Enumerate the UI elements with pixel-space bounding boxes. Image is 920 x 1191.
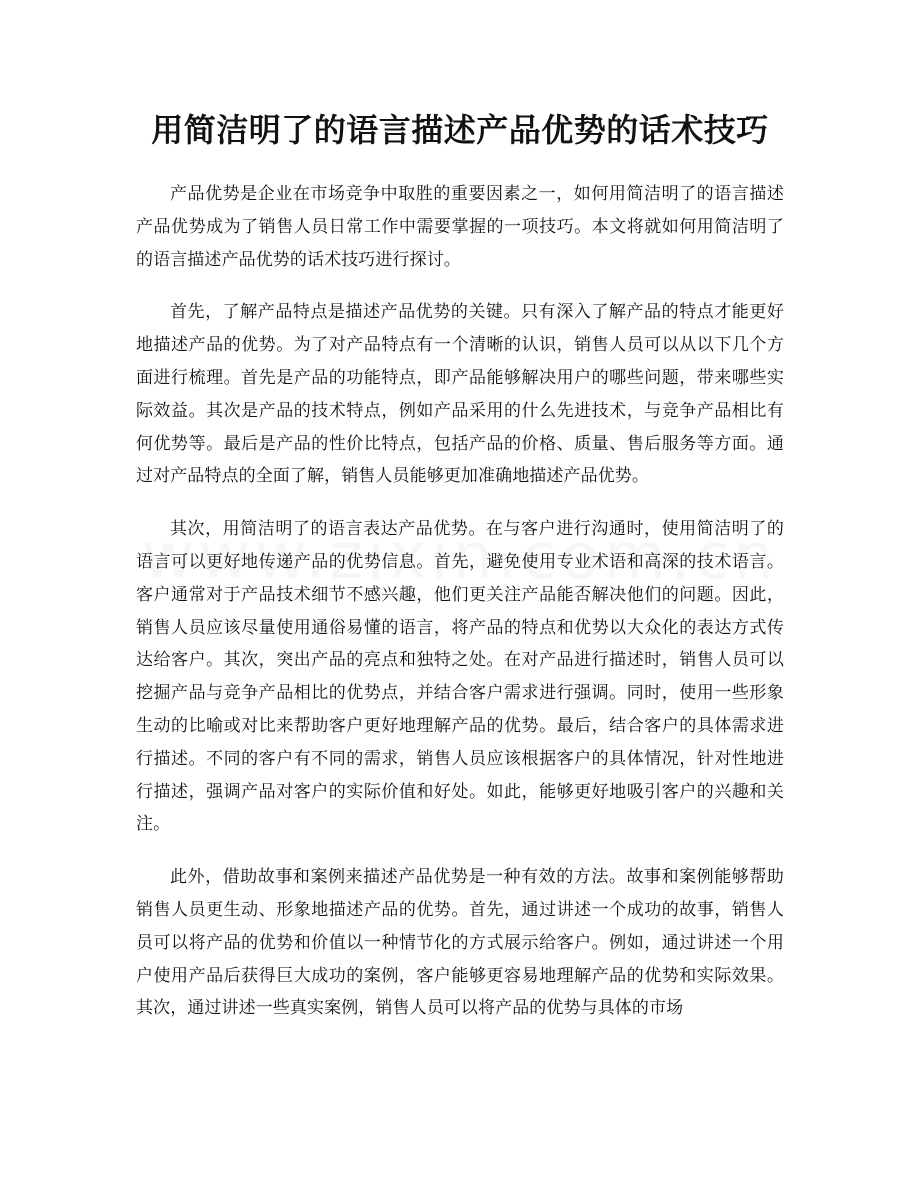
paragraph-2: 首先，了解产品特点是描述产品优势的关键。只有深入了解产品的特点才能更好地描述产品的优势。为了对产品特点有一个清晰的认识，销售人员可以从以下几个方面进行梳理。首先是产品的功能特点，即产品能够解决用户的哪些问题，带来哪些实际效益。其次是产品的技术特点，例如产品采用的什么先进技术，与竞争产品相比有何优势等。最后是产品的性价比特点，包括产品的价格、质量、售后服务等方面。通过对产品特点的全面了解，销售人员能够更加准确地描述产品优势。 [136,302,784,487]
paragraph-4: 此外，借助故事和案例来描述产品优势是一种有效的方法。故事和案例能够帮助销售人员更生动、形象地描述产品的优势。首先，通过讲述一个成功的故事，销售人员可以将产品的优势和价值以一种情节化的方式展示给客户。例如，通过讲述一个用户使用产品后获得巨大成功的案例，客户能够更容易地理解产品的优势和实际效果。其次，通过讲述一些真实案例，销售人员可以将产品的优势与具体的市场 [136,867,784,1019]
paragraph-3: 其次，用简洁明了的语言表达产品优势。在与客户进行沟通时，使用简洁明了的语言可以更好地传递产品的优势信息。首先，避免使用专业术语和高深的技术语言。客户通常对于产品技术细节不感兴趣，他们更关注产品能否解决他们的问题。因此，销售人员应该尽量使用通俗易懂的语言，将产品的特点和优势以大众化的表达方式传达给客户。其次，突出产品的亮点和独特之处。在对产品进行描述时，销售人员可以挖掘产品与竞争产品相比的优势点，并结合客户需求进行强调。同时，使用一些形象生动的比喻或对比来帮助客户更好地理解产品的优势。最后，结合客户的具体需求进行描述。不同的客户有不同的需求，销售人员应该根据客户的具体情况，针对性地进行描述，强调产品对客户的实际价值和好处。如此，能够更好地吸引客户的兴趣和关注。 [136,519,784,835]
page-title: 用简洁明了的语言描述产品优势的话术技巧 [151,111,769,149]
document-body [136,178,784,1045]
paragraph-1: 产品优势是企业在市场竞争中取胜的重要因素之一，如何用简洁明了的语言描述产品优势成为了销售人员日常工作中需要掌握的一项技巧。本文将就如何用简洁明了的语言描述产品优势的话术技巧进行探讨。 [136,184,784,270]
